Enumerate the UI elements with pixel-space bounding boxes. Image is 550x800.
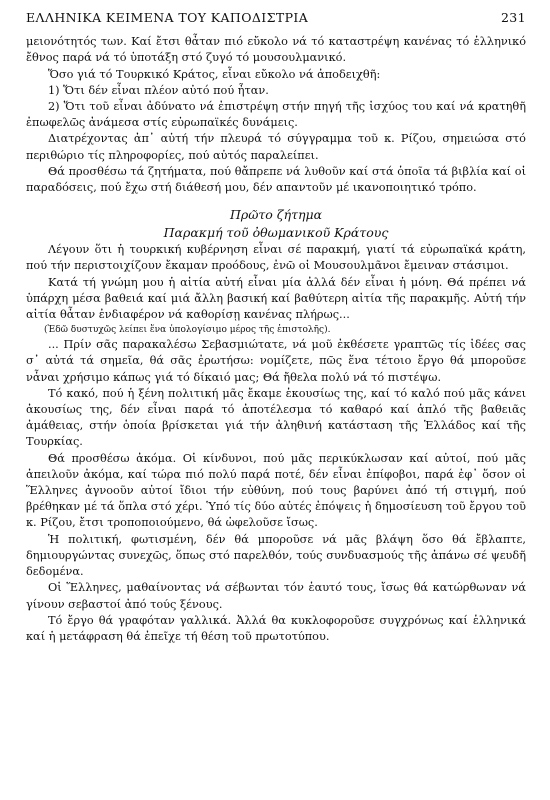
- page-number: 231: [500, 10, 526, 25]
- paragraph: Τό ἔργο θά γραφόταν γαλλικά. Ἀλλά θα κυκλοφοροῦσε συγχρόνως καί ἑλληνικά καί ἡ μετάφραση θά ἐπεῖχε τή θέση τοῦ πρωτοτύπου.: [26, 613, 526, 643]
- paragraph: 1) Ὅτι δέν εἶναι πλέον αὐτό πού ἦταν.: [48, 83, 269, 97]
- section-heading: Παρακμή τοῦ ὀθωμανικοῦ Κράτους: [163, 225, 389, 241]
- paragraph: Λέγουν ὅτι ἡ τουρκική κυβέρνηση εἶναι σέ παρακμή, γιατί τά εὐρωπαϊκά κράτη, πού τήν περιστοιχίζουν ἔκαμαν προόδους, ἐνῶ οἱ Μουσουλμᾶνοι ἔμειναν στάσιμοι.: [26, 243, 526, 273]
- paragraph: μειονότητός των. Καί ἔτσι θἆταν πιό εὔκολο νά τό καταστρέψη κανένας τό ἑλληνικό ἔθνος παρά νά τό ὑποτάξη στό ζυγό τό μουσουλμανικό.: [26, 35, 526, 65]
- paragraph: Οἱ Ἕλληνες, μαθαίνοντας νά σέβωνται τόν ἑαυτό τους, ἴσως θά κατώρθωναν νά γίνουν σεβαστοί ἀπό τούς ξένους.: [26, 581, 526, 611]
- paragraph: 2) Ὅτι τοῦ εἶναι ἀδύνατο νά ἐπιστρέψη στήν πηγή τῆς ἰσχύος του καί νά κρατηθῆ ἐπωφελῶς ἀνάμεσα στίς εὐρωπαϊκές δυνάμεις.: [26, 100, 526, 130]
- paragraph: Ἡ πολιτική, φωτισμένη, δέν θά μποροῦσε νά μᾶς βλάψη ὅσο θά ἔβλαπτε, δημιουργώντας συνεχῶς, ὅπως στό παρελθόν, τούς συνδυασμούς τῆς ἀπάνω σέ ψευδῆ δεδομένα.: [26, 532, 526, 579]
- body-text: [26, 34, 526, 645]
- paragraph: ... Πρίν σᾶς παρακαλέσω Σεβασμιώτατε, νά μοῦ ἐκθέσετε γραπτῶς τίς ἰδέες σας σ᾽ αὐτά τά σημεῖα, θά σᾶς ἐρωτήσω: νομίζετε, πῶς ἕνα τέτοιο ἔργο θά μποροῦσε νἆναι χρήσιμο κάπως γιά τό δίκαιό μας; Θά ἤθελα πολύ νά τό πιστέψω.: [26, 338, 526, 384]
- paragraph: Θά προσθέσω ἀκόμα. Οἱ κίνδυνοι, πού μᾶς περικύκλωσαν καί αὐτοί, πού μᾶς ἀπειλοῦν ἀκόμα, καί τώρα πιό πολύ παρά ποτέ, δέν εἶναι ἐπίφοβοι, παρά ἐφ᾽ ὅσον οἱ Ἕλληνες ἀγνοοῦν αὐτοί ἴδιοι τήν εὐθύνη, πού τους βαρύνει ἀπό τή στιγμή, πού βρέθηκαν μέ τά ὅπλα στό χέρι. Ὑπό τίς δύο αὐτές ἐπόψεις ἡ δημοσίευση τοῦ ἔργου τοῦ κ. Ρίζου, ἔτσι τροποποιούμενο, θά ὠφελοῦσε ἴσως.: [26, 451, 526, 530]
- editorial-note: (Ἐδῶ δυστυχῶς λείπει ἕνα ὑπολογίσιμο μέρος τῆς ἐπιστολῆς).: [44, 325, 331, 336]
- document-page: [26, 10, 526, 790]
- section-heading: Πρῶτο ζήτημα: [229, 207, 323, 223]
- running-header: [26, 10, 526, 26]
- paragraph: Τό κακό, πού ἡ ξένη πολιτική μᾶς ἔκαμε ἑκουσίως της, καί τό καλό πού μᾶς κάνει ἀκουσίως της, δέν εἶναι παρά τό ἀποτέλεσμα τό καθαρό καί ἁπλό τῆς βαθειᾶς ἀμάθειας, στήν ὁποία βρίσκεται γιά τήν ἀληθινή κατάσταση τῆς Ἑλλάδος καί τῆς Τουρκίας.: [26, 386, 526, 449]
- paragraph: Διατρέχοντας ἀπ᾽ αὐτή τήν πλευρά τό σύγγραμμα τοῦ κ. Ρίζου, σημειώσα στό περιθώριο τίς πληροφορίες, πού αὐτός παραλείπει.: [26, 132, 526, 162]
- running-title: ΕΛΛΗΝΙΚΑ ΚΕΙΜΕΝΑ ΤΟΥ ΚΑΠΟΔΙΣΤΡΙΑ: [26, 10, 309, 25]
- paragraph: Θά προσθέσω τά ζητήματα, πού θἄπρεπε νά λυθοῦν καί στά ὁποῖα τά βιβλία καί οἱ παραδόσεις, πού ἔχω στή διάθεσή μου, δέν απαντοῦν μέ ικανοποιητικό τρόπο.: [26, 164, 526, 195]
- paragraph: Κατά τή γνώμη μου ἡ αἰτία αὐτή εἶναι μία ἀλλά δέν εἶναι ἡ μόνη. Θά πρέπει νά ὑπάρχη μέσα βαθειά καί μιά ἄλλη βασική καί βαθύτερη αἰτία τῆς παρακμῆς. Αὐτή τήν αἰτία θἆταν ἐνδιαφέρον νά καθορίσῃ κανένας πλήρως...: [26, 275, 526, 322]
- paragraph: Ὅσο γιά τό Τουρκικό Κράτος, εἶναι εὔκολο νά ἀποδειχθῆ:: [48, 67, 381, 81]
